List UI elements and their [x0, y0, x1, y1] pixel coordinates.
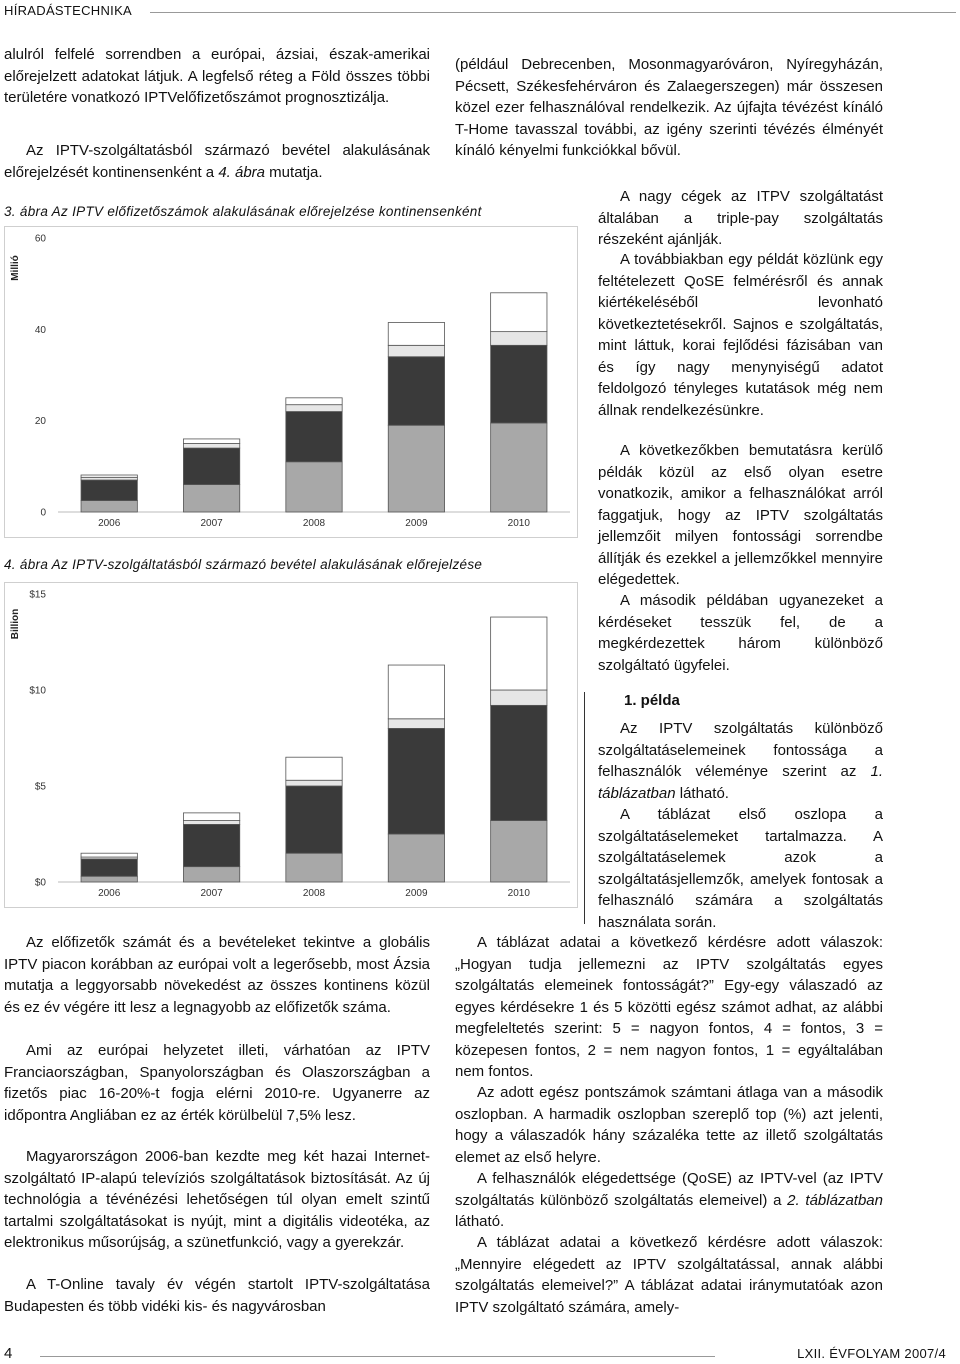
right-narrow-paragraph-4: A második példában ugyanezeket a kérdéseket tesszük fel, de a megkérdezettek három különböző szolgáltató ügyfelei. — [598, 592, 883, 674]
bar-segment-2008-2 — [286, 780, 342, 786]
y-axis-label: Millió — [10, 255, 21, 281]
y-tick-label: $15 — [29, 589, 46, 601]
example-1-heading: 1. példa — [624, 692, 680, 709]
left-bottom-paragraph-4: A T-Online tavaly év végén startolt IPTV-szolgáltatása Budapesten és több vidéki kis- és nagyvárosban — [4, 1276, 430, 1315]
x-tick-label: 2007 — [200, 518, 223, 529]
x-tick-label: 2008 — [302, 518, 326, 529]
example-1-paragraph-1 — [598, 718, 883, 804]
right-narrow-paragraph-3: A következőkben bemutatásra kerülő példák közül az első olyan esetre vonatkozik, amikor a felhasználókat arról faggatjuk, hogy az IPTV szolgáltatás jellemzőit milyen fontossági sorrendbe állítják és ezekkel a jellemzőkkel mennyire elégedettek. — [598, 442, 883, 588]
figure-4-caption: 4. ábra Az IPTV-szolgáltatásból származó bevétel alakulásának előrejelzése — [4, 557, 483, 572]
figure-3-caption: 3. ábra Az IPTV előfizetőszámok alakulásának előrejelzése kontinensenként — [4, 204, 482, 219]
y-tick-label: $10 — [29, 685, 46, 697]
example-1-tail: látható. — [675, 784, 729, 802]
bar-segment-2008-0 — [286, 462, 342, 512]
left-intro-paragraph-1: alulról felfelé sorrendben a európai, ázsiai, észak-amerikai előrejelzett adatokat látjuk. A legfelső réteg a Föld összes többi területére vonatkozó IPTVelőfizetőszámot prognosztizálja. — [4, 46, 430, 106]
bar-segment-2009-1 — [388, 357, 444, 426]
bar-segment-2009-0 — [388, 834, 444, 882]
left-intro-tail: mutatja. — [265, 163, 323, 181]
bar-segment-2007-2 — [183, 821, 239, 825]
bar-segment-2006-3 — [81, 853, 137, 857]
y-axis-label: Billion — [10, 608, 21, 640]
bar-segment-2010-0 — [491, 423, 547, 512]
x-tick-label: 2006 — [98, 518, 121, 529]
bar-segment-2007-3 — [183, 813, 239, 821]
bar-segment-2007-1 — [183, 824, 239, 866]
bar-segment-2009-3 — [388, 322, 444, 345]
left-bottom-paragraph-2: Ami az európai helyzetet illeti, várhatóan az IPTV Franciaországban, Spanyolországban és Olaszországban a fizetős piac 16-20%-t fogja elérni 2010-re. Ugyanerre az időpontra Angliában ez az érték körülbelül 7,5% lesz. — [4, 1042, 430, 1124]
left-intro-text: Az IPTV-szolgáltatásból származó bevétel alakulásának előrejelzését kontinensenként a — [4, 142, 430, 181]
bar-segment-2006-3 — [81, 475, 137, 477]
bar-segment-2006-2 — [81, 477, 137, 480]
y-tick-label: 20 — [34, 416, 46, 428]
section-title: HÍRADÁSTECHNIKA — [4, 3, 133, 18]
figure-3-chart-svg — [4, 226, 578, 538]
bar-segment-2009-3 — [388, 665, 444, 719]
figure-4-reference: 4. ábra — [218, 163, 266, 181]
right-narrow-paragraph-1: A nagy cégek az ITPV szolgáltatást általában a triple-pay szolgáltatás részeként ajánlják. — [598, 188, 883, 248]
x-tick-label: 2009 — [405, 888, 428, 899]
y-tick-label: 0 — [40, 507, 46, 519]
bar-segment-2009-0 — [388, 425, 444, 512]
right-bottom-paragraph-4: A táblázat adatai a következő kérdésre adott válaszok: „Mennyire elégedett az IPTV szolgáltatással, annak alábbi szolgáltatás elemeivel?” A táblázat adatai iránymutatóak azon IPTV szolgáltató számára, amely- — [455, 1234, 883, 1316]
bar-segment-2007-3 — [183, 439, 239, 444]
x-tick-label: 2009 — [405, 518, 428, 529]
left-intro-paragraph-2 — [4, 140, 430, 183]
x-tick-label: 2007 — [200, 888, 223, 899]
right-bottom-paragraph-2: Az adott egész pontszámok számtani átlaga van a második oszlopban. A harmadik oszlopban szereplő top (%) azt jelenti, hogy a válaszadók hány százaléka tette az illető szolgáltatás elemet az első helyre. — [455, 1084, 883, 1166]
example-1-paragraph-2: A táblázat első oszlopa a szolgáltatáselemeket tartalmazza. A szolgáltatáselemek azok a szolgáltatásjellemzők, amelyek fontosak a felhasználó számára a szolgáltatás használata során. — [598, 806, 883, 931]
bar-segment-2008-3 — [286, 398, 342, 405]
bar-segment-2009-2 — [388, 719, 444, 729]
bar-segment-2008-2 — [286, 405, 342, 412]
bar-segment-2010-3 — [491, 617, 547, 690]
table-1-reference: 1. táblázatban — [598, 763, 883, 802]
bar-segment-2010-1 — [491, 345, 547, 423]
right-top-paragraph: (például Debrecenben, Mosonmagyaróváron, Nyíregyházán, Pécsett, Székesfehérváron és Zalaegerszegen) már összesen közel ezer felhasználóval rendelkezik. Az újfajta tévézést kínáló T-Home tavasszal további, az igény szerinti tévézés élményét kínáló kényelmi funkciókkal bővül. — [455, 56, 883, 159]
bar-segment-2006-1 — [81, 480, 137, 501]
bar-segment-2009-1 — [388, 728, 444, 834]
bar-segment-2010-3 — [491, 293, 547, 332]
header-rule — [150, 12, 956, 13]
x-tick-label: 2010 — [507, 518, 530, 529]
x-tick-label: 2010 — [507, 888, 530, 899]
figure-3-chart — [4, 226, 578, 538]
bar-segment-2010-2 — [491, 690, 547, 705]
bar-segment-2008-0 — [286, 853, 342, 882]
figure-4-chart-svg — [4, 582, 578, 908]
table-2-reference: 2. táblázatban — [787, 1191, 883, 1209]
bar-segment-2009-2 — [388, 345, 444, 356]
bar-segment-2006-0 — [81, 501, 137, 512]
bar-segment-2007-1 — [183, 448, 239, 485]
right-narrow-paragraph-2: A továbbiakban egy példát közlünk egy feltételezett QoSE felmérésről és annak kiértékeléséből levonható következtetésekről. Sajnos e szolgáltatás, mint láttuk, korai fejlődési fázisában van és így nagy menynyiségű adatot feldolgozó tényleges kutatások még nem állnak rendelkezésünkre. — [598, 251, 883, 419]
right-bottom-tail: látható. — [455, 1213, 505, 1230]
bar-segment-2010-2 — [491, 332, 547, 346]
bar-segment-2007-0 — [183, 485, 239, 512]
right-bottom-paragraph-3 — [455, 1168, 883, 1233]
right-bottom-text: A felhasználók elégedettsége (QoSE) az IPTV-vel (az IPTV szolgáltatás különböző szolgáltatás elemeivel) a — [455, 1170, 883, 1209]
y-tick-label: $0 — [34, 877, 46, 889]
left-bottom-paragraph-3: Magyarországon 2006-ban kezdte meg két hazai Internet-szolgáltató IP-alapú televíziós szolgáltatások biztosítását. Az új technológia a tévénézési lehetőségen túl olyan emelt szintű tartalmi szolgáltatásokat is nyújt, mint a digitális videotéka, az elektronikus műsorújság, a szünetfunkció, vagy a gyerekzár. — [4, 1148, 430, 1251]
page-number: 4 — [4, 1345, 13, 1362]
bar-segment-2008-3 — [286, 757, 342, 780]
bar-segment-2010-0 — [491, 821, 547, 882]
running-header — [0, 0, 960, 24]
example-1-text: Az IPTV szolgáltatás különböző szolgáltatáselemeinek fontossága a felhasználók véleménye szerint az — [598, 720, 883, 780]
footer-rule — [40, 1356, 715, 1357]
y-tick-label: $5 — [34, 781, 46, 793]
bar-segment-2006-0 — [81, 876, 137, 882]
left-bottom-paragraph-1: Az előfizetők számát és a bevételeket tekintve a globális IPTV piacon korábban az európai volt a legerősebb, most Ázsia mutatja a leggyorsabb növekedést az összes kontinens közül és ez év végére itt lesz a legnagyobb az előfizetők száma. — [4, 934, 430, 1016]
bar-segment-2008-1 — [286, 412, 342, 462]
y-tick-label: 40 — [34, 324, 46, 336]
x-tick-label: 2008 — [302, 888, 326, 899]
volume-label: LXII. ÉVFOLYAM 2007/4 — [797, 1346, 946, 1361]
figure-4-chart — [4, 582, 578, 908]
bar-segment-2007-0 — [183, 867, 239, 882]
right-bottom-paragraph-1: A táblázat adatai a következő kérdésre adott válaszok: „Hogyan tudja jellemezni az IPTV szolgáltatás egyes szolgáltatás elemeinek fontosságát?” Egy-egy válaszadó az egyes kérdésekre 1 és 5 közötti egész számot adhat, az alábbi megfeleltetés szerint: 5 = nagyon fontos, 4 = fontos, 3 = közepesen fontos, 2 = nem nagyon fontos, 1 = egyáltalában nem fontos. — [455, 934, 883, 1080]
bar-segment-2007-2 — [183, 444, 239, 449]
bar-segment-2006-1 — [81, 859, 137, 876]
column-divider — [584, 692, 585, 924]
y-tick-label: 60 — [34, 233, 46, 245]
bar-segment-2008-1 — [286, 786, 342, 853]
bar-segment-2010-1 — [491, 705, 547, 820]
x-tick-label: 2006 — [98, 888, 121, 899]
